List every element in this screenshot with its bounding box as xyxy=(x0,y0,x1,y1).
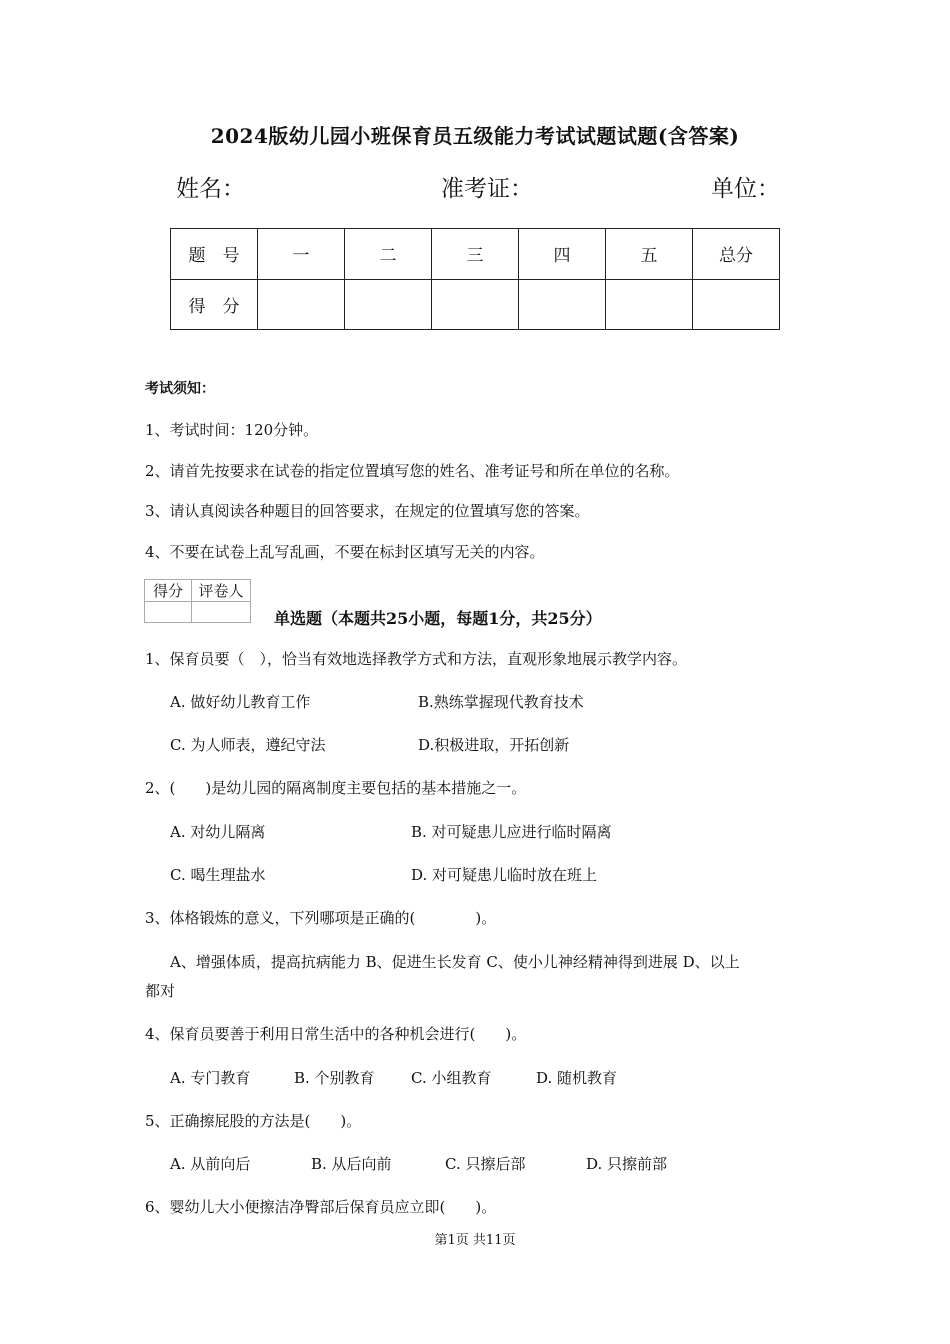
unit-label: 单位： xyxy=(711,176,780,202)
grader-box xyxy=(144,579,251,623)
notice-item: 3、请认真阅读各种题目的回答要求，在规定的位置填写您的答案。 xyxy=(145,502,590,520)
section-title: 单选题（本题共25小题，每题1分，共25分） xyxy=(274,609,602,628)
score-table-header-row xyxy=(171,229,780,280)
score-header-cell: 二 xyxy=(345,229,432,280)
option-c: C. 为人师表，遵纪守法 xyxy=(170,736,326,754)
grader-score-label: 得分 xyxy=(145,580,192,602)
option-a: A. 做好幼儿教育工作 xyxy=(170,693,311,711)
question-stem: 4、保育员要善于利用日常生活中的各种机会进行( )。 xyxy=(145,1025,527,1043)
question-stem: 1、保育员要（ ），恰当有效地选择教学方式和方法，直观形象地展示教学内容。 xyxy=(145,650,688,668)
option-b: B. 个别教育 xyxy=(294,1069,375,1087)
score-header-cell: 总分 xyxy=(693,229,780,280)
question-stem: 3、体格锻炼的意义，下列哪项是正确的( )。 xyxy=(145,909,497,927)
page-footer: 第1页 共11页 xyxy=(434,1233,516,1248)
score-header-cell: 五 xyxy=(606,229,693,280)
score-table xyxy=(170,228,780,330)
option-d: D. 随机教育 xyxy=(536,1069,618,1087)
question-options-line: 都对 xyxy=(145,982,176,1000)
page-title: 2024版幼儿园小班保育员五级能力考试试题试题(含答案) xyxy=(210,124,740,148)
grader-reviewer-cell[interactable] xyxy=(192,602,251,623)
option-d: D. 只擦前部 xyxy=(586,1155,668,1173)
option-a: A. 对幼儿隔离 xyxy=(170,823,266,841)
notice-item: 1、考试时间：120分钟。 xyxy=(145,421,319,439)
score-cell[interactable] xyxy=(258,279,345,330)
score-cell[interactable] xyxy=(519,279,606,330)
score-table-score-row xyxy=(171,279,780,330)
name-label: 姓名： xyxy=(176,176,245,202)
option-d: D. 对可疑患儿临时放在班上 xyxy=(411,866,598,884)
score-header-cell: 题 号 xyxy=(171,229,258,280)
question-stem: 2、( )是幼儿园的隔离制度主要包括的基本措施之一。 xyxy=(145,779,527,797)
score-header-cell: 四 xyxy=(519,229,606,280)
score-cell[interactable] xyxy=(606,279,693,330)
option-c: C. 喝生理盐水 xyxy=(170,866,266,884)
notice-heading: 考试须知： xyxy=(145,381,215,397)
question-stem: 5、正确擦屁股的方法是( )。 xyxy=(145,1112,362,1130)
notice-item: 4、不要在试卷上乱写乱画，不要在标封区填写无关的内容。 xyxy=(145,543,545,561)
option-b: B.熟练掌握现代教育技术 xyxy=(418,693,584,711)
score-header-cell: 一 xyxy=(258,229,345,280)
exam-id-label: 准考证： xyxy=(441,176,533,202)
option-c: C. 小组教育 xyxy=(411,1069,492,1087)
score-cell[interactable] xyxy=(345,279,432,330)
question-options-line: A、增强体质，提高抗病能力 B、促进生长发育 C、使小儿神经精神得到进展 D、以上 xyxy=(170,953,740,971)
grader-reviewer-label: 评卷人 xyxy=(192,580,251,602)
option-a: A. 专门教育 xyxy=(170,1069,251,1087)
grader-score-cell[interactable] xyxy=(145,602,192,623)
option-d: D.积极进取，开拓创新 xyxy=(418,736,570,754)
notice-item: 2、请首先按要求在试卷的指定位置填写您的姓名、准考证号和所在单位的名称。 xyxy=(145,462,680,480)
option-a: A. 从前向后 xyxy=(170,1155,251,1173)
option-b: B. 从后向前 xyxy=(311,1155,392,1173)
option-b: B. 对可疑患儿应进行临时隔离 xyxy=(411,823,612,841)
score-cell[interactable] xyxy=(432,279,519,330)
option-c: C. 只擦后部 xyxy=(445,1155,526,1173)
score-row-label: 得 分 xyxy=(171,279,258,330)
score-cell[interactable] xyxy=(693,279,780,330)
question-stem: 6、婴幼儿大小便擦洁净臀部后保育员应立即( )。 xyxy=(145,1198,497,1216)
score-header-cell: 三 xyxy=(432,229,519,280)
